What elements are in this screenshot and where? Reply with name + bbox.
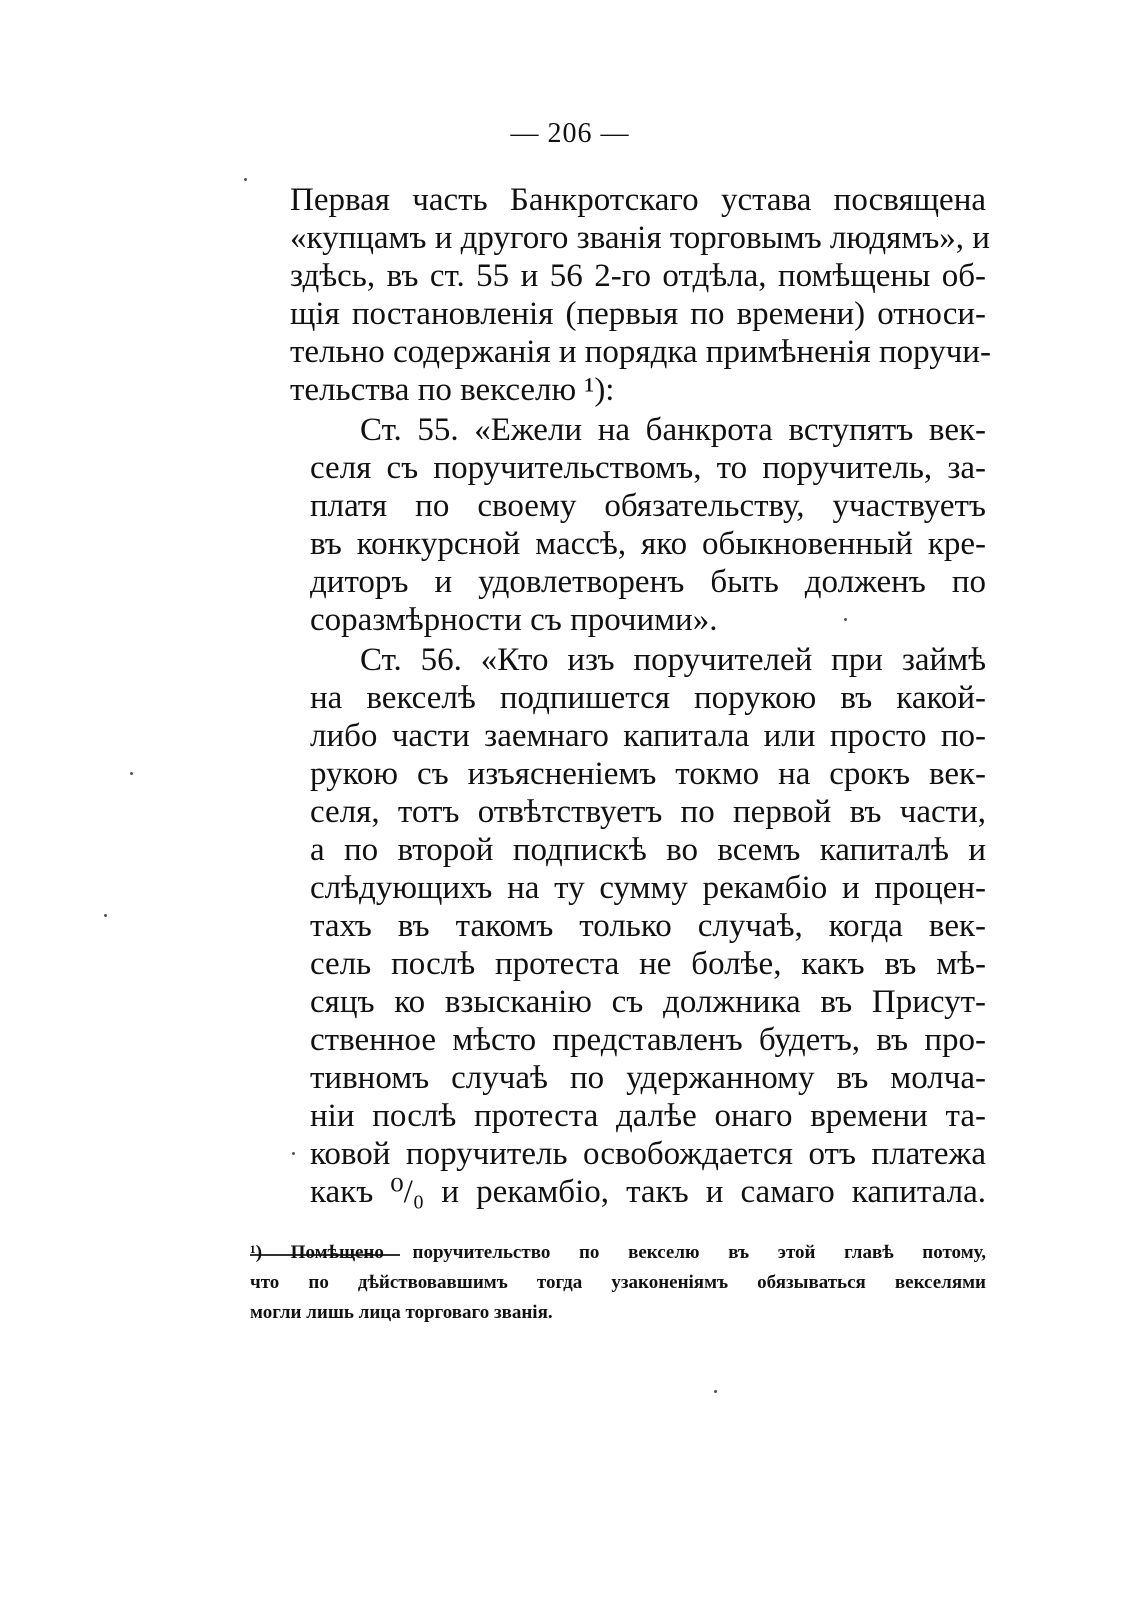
body-line: тельно содержанія и порядка примѣненія поручи-	[290, 334, 991, 370]
article-55-line: въ конкурсной массѣ, яко обыкновенный кре-	[310, 526, 986, 562]
scan-speck	[844, 618, 847, 621]
body-line: щія постановленія (первыя по времени) относи-	[290, 296, 986, 332]
article-56-line: либо части заемнаго капитала или просто по-	[310, 718, 986, 754]
article-56-line: сель послѣ протеста не болѣе, какъ въ мѣ-	[310, 946, 986, 982]
footnote-line: ¹) Помѣщено поручительство по векселю въ этой главѣ потому,	[250, 1242, 986, 1263]
article-56-line: тивномъ случаѣ по удержанному въ молча-	[310, 1060, 986, 1096]
scan-speck	[130, 772, 133, 775]
article-55-line: Ст. 55. «Ежели на банкрота вступятъ век-	[360, 412, 986, 448]
article-56-line: тахъ въ такомъ только случаѣ, когда век-	[310, 908, 986, 944]
scan-speck	[244, 178, 247, 181]
article-56-line: а по второй подпискѣ во всемъ капиталѣ и	[310, 832, 986, 868]
article-56-line: селя, тотъ отвѣтствуетъ по первой въ части,	[310, 794, 986, 830]
body-line: Первая часть Банкротскаго устава посвящена	[290, 182, 986, 218]
article-55-line: платя по своему обязательству, участвуетъ	[310, 488, 986, 524]
body-line: здѣсь, въ ст. 55 и 56 2-го отдѣла, помѣщены об-	[290, 258, 986, 294]
body-line: тельства по векселю ¹):	[290, 372, 615, 408]
article-55-line: селя съ поручительствомъ, то поручитель, за-	[310, 450, 986, 486]
footnote-line: что по дѣйствовавшимъ тогда узаконеніямъ обязываться векселями	[250, 1272, 986, 1293]
article-56-line: какъ ⁰/₀ и рекамбіо, такъ и самаго капитала.	[310, 1174, 986, 1210]
article-56-line: на векселѣ подпишется порукою въ какой-	[310, 680, 986, 716]
article-56-line: рукою съ изъясненіемъ токмо на срокъ век-	[310, 756, 986, 792]
scan-speck	[714, 1390, 717, 1393]
article-56-line: слѣдующихъ на ту сумму рекамбіо и процен-	[310, 870, 986, 906]
scan-speck	[292, 1152, 295, 1155]
body-line: «купцамъ и другого званія торговымъ людямъ», и	[290, 220, 990, 256]
article-56-line: Ст. 56. «Кто изъ поручителей при займѣ	[360, 642, 986, 678]
article-55-line: соразмѣрности съ прочими».	[310, 602, 718, 638]
article-56-line: ственное мѣсто представленъ будетъ, въ про-	[310, 1022, 986, 1058]
page-number: — 206 —	[510, 118, 630, 149]
article-55-line: диторъ и удовлетворенъ быть долженъ по	[310, 564, 986, 600]
article-56-line: сяцъ ко взысканію съ должника въ Присут-	[310, 984, 986, 1020]
article-56-line: ковой поручитель освобождается отъ платежа	[310, 1136, 986, 1172]
article-56-line: ніи послѣ протеста далѣе онаго времени та-	[310, 1098, 986, 1134]
footnote-line: могли лишь лица торговаго званія.	[250, 1302, 553, 1323]
scan-speck	[104, 914, 107, 917]
